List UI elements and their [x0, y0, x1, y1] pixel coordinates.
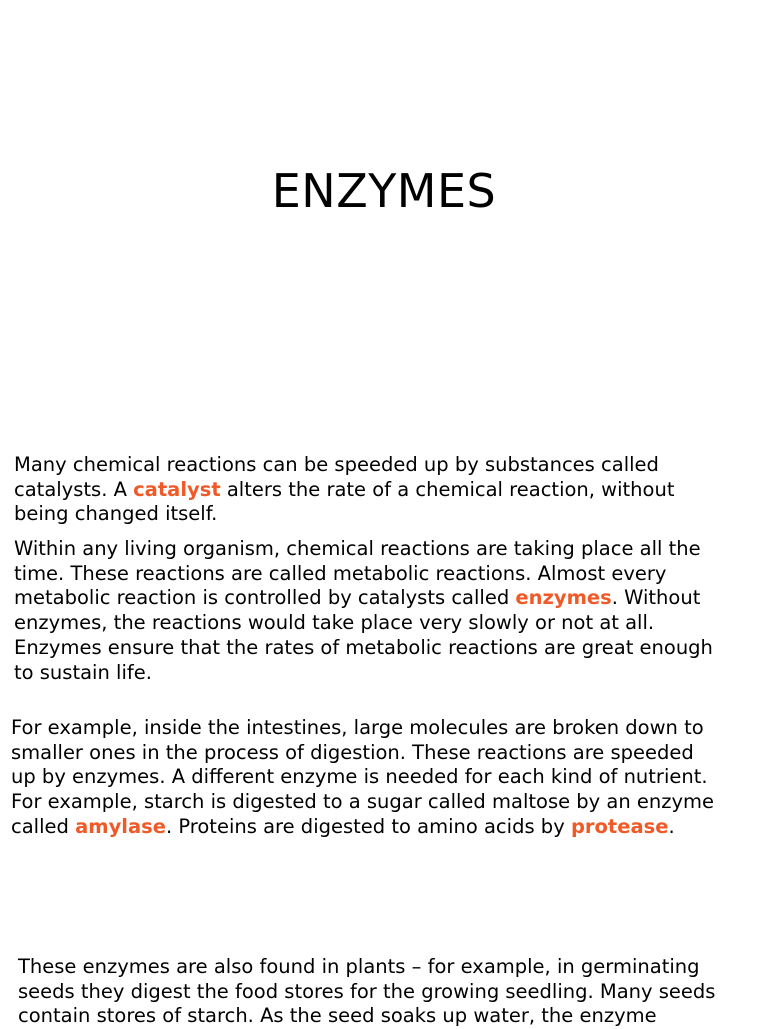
text-segment: alters the rate of a chemical reaction, without	[220, 477, 675, 501]
text-line: enzymes, the reactions would take place very slowly or not at all.	[14, 611, 655, 635]
text-line: For example, inside the intestines, large molecules are broken down to	[11, 716, 704, 739]
text-line: up by enzymes. A different enzyme is needed for each kind of nutrient.	[11, 765, 708, 789]
text-line: These enzymes are also found in plants – for example, in germinating	[18, 955, 700, 978]
text-line: being changed itself.	[14, 502, 218, 526]
highlight-term-catalyst: catalyst	[133, 477, 221, 501]
paragraph-catalysts	[14, 453, 674, 527]
highlight-term-enzymes: enzymes	[515, 586, 612, 610]
paragraph-metabolic-reactions	[14, 537, 713, 685]
text-line: contain stores of starch. As the seed soaks up water, the enzyme	[18, 1004, 657, 1028]
highlight-term-amylase: amylase	[75, 814, 166, 838]
text-line: to sustain life.	[14, 660, 152, 684]
text-segment: . Without	[611, 586, 701, 610]
text-line: Enzymes ensure that the rates of metabolic reactions are great enough	[14, 635, 713, 659]
text-line	[14, 478, 674, 503]
text-line: Many chemical reactions can be speeded up by substances called	[14, 453, 659, 476]
text-segment: catalysts. A	[14, 477, 134, 501]
text-segment: .	[668, 814, 675, 838]
text-line: Within any living organism, chemical reactions are taking place all the	[14, 537, 701, 560]
paragraph-plant-enzymes	[18, 955, 715, 1029]
text-line: time. These reactions are called metabolic reactions. Almost every	[14, 561, 667, 585]
text-segment: . Proteins are digested to amino acids by	[165, 814, 571, 838]
paragraph-digestion-example	[11, 716, 714, 840]
text-line: seeds they digest the food stores for the growing seedling. Many seeds	[18, 979, 716, 1003]
text-line	[11, 815, 714, 840]
page-title: ENZYMES	[271, 164, 497, 218]
text-line: For example, starch is digested to a sugar called maltose by an enzyme	[11, 790, 715, 814]
highlight-term-protease: protease	[570, 814, 669, 838]
text-line: smaller ones in the process of digestion. These reactions are speeded	[11, 740, 694, 764]
text-line	[14, 586, 713, 611]
text-segment: called	[11, 814, 76, 838]
text-segment: metabolic reaction is controlled by catalysts called	[14, 586, 516, 610]
